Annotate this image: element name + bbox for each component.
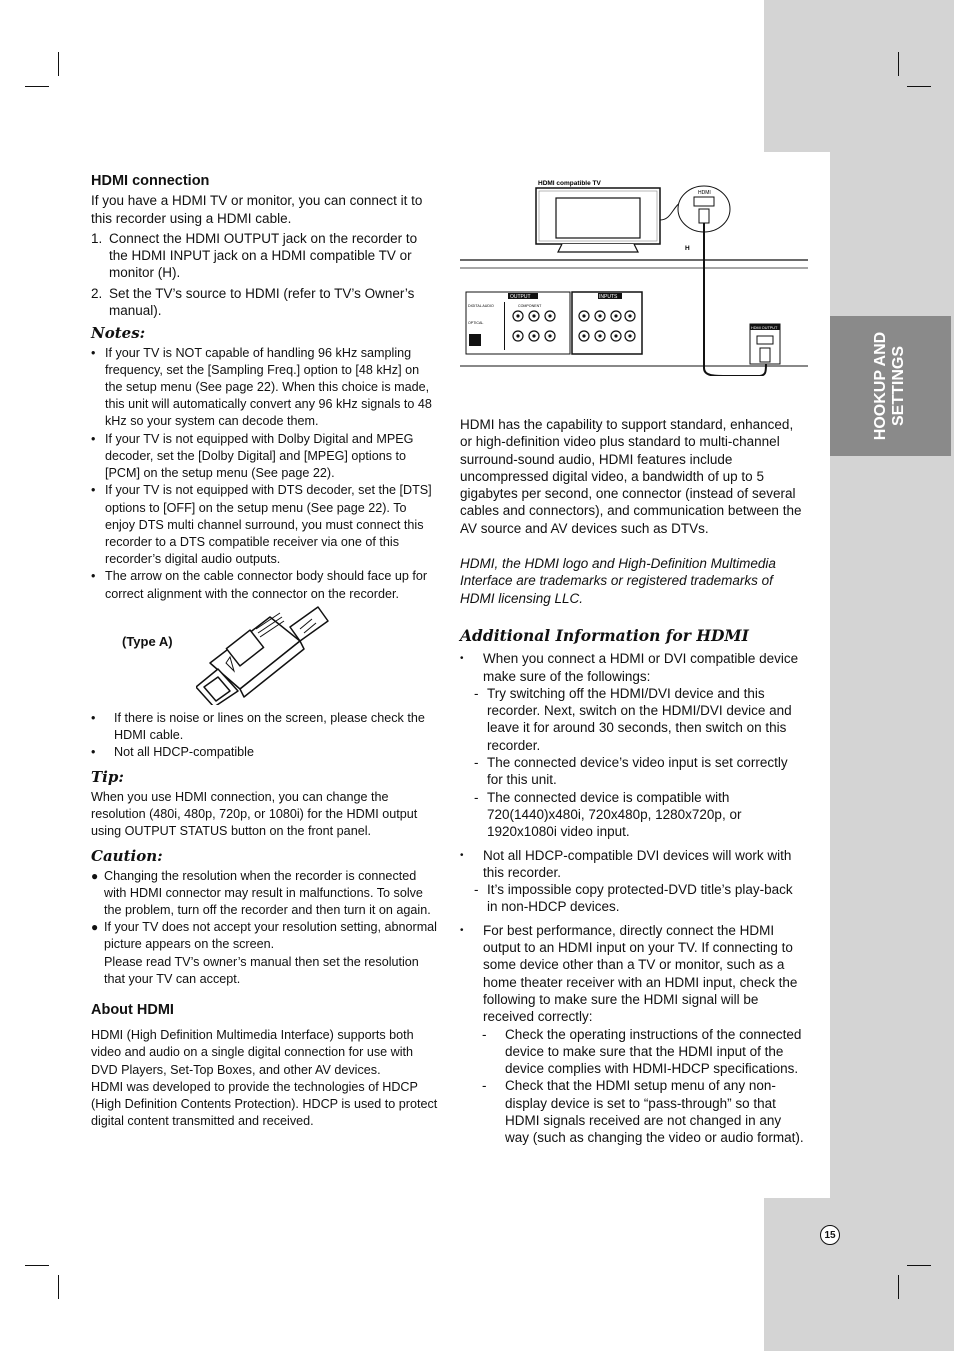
hdmi-connection-steps: [91, 230, 439, 319]
info-subitem: - The connected device’s video input is set correctly for this unit.: [474, 755, 788, 788]
crop-mark: [58, 1275, 59, 1299]
about-hdmi-para2: HDMI was developed to provide the technologies of HDCP (High Definition Contents Protection). HDCP is used to protect digital content transmitted and received.: [91, 1079, 438, 1129]
step-number: 1.: [91, 230, 103, 246]
caution-item: ● If your TV does not accept your resolution setting, abnormal picture appears on the screen.: [91, 920, 437, 952]
info-subitem: - The connected device is compatible with 720(1440)x480i, 720x480p, 1280x720p, or 1920x1080i video input.: [474, 789, 742, 840]
section-tab-line1: HOOKUP AND: [872, 331, 890, 441]
caution-list: [91, 868, 439, 988]
crop-mark: [907, 86, 931, 87]
note-item: • If your TV is not equipped with Dolby Digital and MPEG decoder, set the [Dolby Digital] and [MPEG] options to [PCM] on the setup menu (See page 22).: [91, 431, 414, 481]
crop-mark: [907, 1265, 931, 1266]
step-number: 2.: [91, 285, 103, 301]
inputs-panel: [572, 292, 642, 354]
step-text: Connect the HDMI OUTPUT jack on the recorder to the HDMI INPUT jack on a HDMI compatible TV or monitor (H).: [109, 230, 418, 281]
step-text: Set the TV’s source to HDMI (refer to TV’s Owner’s manual).: [109, 285, 415, 319]
right-column: [460, 416, 806, 1147]
additional-info-heading: Additional Information for HDMI: [460, 625, 749, 645]
about-hdmi-heading: About HDMI: [91, 1001, 174, 1018]
crop-mark: [25, 1265, 49, 1266]
note-item: • If your TV is not equipped with DTS decoder, set the [DTS] options to [OFF] on the setup menu (See page 22). To enjoy DTS multi channel surround, you must connect this recorder to a DTS compatible receiver via one of this recorder’s digital audio outputs.: [91, 483, 432, 567]
section-tab: [830, 316, 951, 456]
hdmi-capability-text: HDMI has the capability to support standard, enhanced, or high-definition video plus standard to multi-channel surround-sound audio, HDMI features include uncompressed digital video, a bandwidth of up to 5 gigabytes per second, one connector (instead of several cables and connectors), and communication between the AV source and AV devices such as DTVs.: [460, 417, 802, 536]
hdmi-connection-intro: If you have a HDMI TV or monitor, you can connect it to this recorder using a HDMI cable.: [91, 193, 423, 226]
tv-label: HDMI compatible TV: [538, 180, 601, 187]
hdmi-connector-figure: [91, 605, 439, 710]
info-item: • For best performance, directly connect the HDMI output to an HDMI input on your TV. If connecting to some device other than a TV or monitor, such as a home theater receiver with an HDMI input, check the following to make sure the HDMI signal will be received correctly:: [460, 922, 798, 1025]
digital-audio-label: DIGITAL AUDIO: [468, 304, 494, 308]
caution-heading: Caution:: [91, 847, 163, 866]
info-subitem: - It’s impossible copy protected-DVD title’s play-back in non-HDCP devices.: [474, 882, 793, 915]
hdmi-port-icon: [694, 197, 714, 206]
tip-text: When you use HDMI connection, you can change the resolution (480i, 480p, 720p, or 1080i) for the HDMI output using OUTPUT STATUS button on the front panel.: [91, 789, 418, 839]
diagram-svg: [458, 176, 808, 376]
notes-list: [91, 345, 439, 603]
notes-heading: Notes:: [91, 324, 146, 343]
note-item: • The arrow on the cable connector body should face up for correct alignment with the connector on the recorder.: [91, 569, 428, 601]
info-subitem: - Check that the HDMI setup menu of any non-display device is set to “pass-through” so that HDMI signals received are not changed in any way (such as changing the video or audio format).: [482, 1078, 804, 1146]
step-item: [91, 285, 439, 320]
note-item: • Not all HDCP-compatible: [91, 745, 254, 760]
optical-label: OPTICAL: [468, 321, 484, 325]
info-item: • When you connect a HDMI or DVI compatible device make sure of the followings:: [460, 651, 799, 684]
trademark-notice: HDMI, the HDMI logo and High-Definition Multimedia Interface are trademarks or registered trademarks of HDMI licensing LLC.: [460, 556, 776, 606]
crop-mark: [898, 52, 899, 76]
tv-hdmi-port-label: HDMI: [698, 190, 711, 196]
left-column: [91, 173, 439, 1130]
optical-jack: [469, 334, 481, 346]
note-item: • If there is noise or lines on the screen, please check the HDMI cable.: [91, 710, 425, 742]
additional-info-list: [460, 650, 806, 685]
info-item: • Not all HDCP-compatible DVI devices will work with this recorder.: [460, 847, 792, 880]
hdmi-connection-diagram: [458, 176, 808, 376]
info-subitem: - Check the operating instructions of the connected device to make sure that the HDMI input of the device complies with HDMI-HDCP specifications.: [482, 1026, 802, 1077]
component-label: COMPONENT: [518, 304, 542, 308]
hdmi-plug-illustration: [196, 605, 336, 705]
caution-extra: Please read TV’s owner’s manual then set the resolution that your TV can accept.: [104, 954, 419, 986]
section-tab-line2: SETTINGS: [890, 345, 908, 427]
crop-mark: [898, 1275, 899, 1299]
note-item: • If your TV is NOT capable of handling 96 kHz sampling frequency, set the [Sampling Freq.] option to [48 kHz] on the setup menu (See page 22). When this choice is made, this unit will automatically convert any 96 kHz signals to 48 kHz so your system can decode them.: [91, 345, 432, 429]
tip-heading: Tip:: [91, 768, 124, 787]
hdmi-connection-heading: HDMI connection: [91, 173, 210, 189]
additional-info-list: [460, 922, 806, 1026]
output-label: OUTPUT: [510, 294, 531, 300]
caution-item: ● Changing the resolution when the recorder is connected with HDMI connector may result in malfunctions. To solve the problem, turn off the recorder and then turn it on again.: [91, 868, 431, 917]
type-a-label: (Type A): [122, 633, 173, 649]
tv-screen: [556, 198, 640, 238]
cable-label: H: [685, 245, 690, 252]
page-number: 15: [820, 1225, 840, 1245]
crop-mark: [25, 86, 49, 87]
info-subitem: - Try switching off the HDMI/DVI device and this recorder. Next, switch on the HDMI/DVI device and leave it for around 30 seconds, then switch on this recorder.: [474, 685, 792, 753]
step-item: [91, 230, 439, 282]
additional-info-list: [460, 847, 806, 882]
crop-mark: [58, 52, 59, 76]
hdmi-output-label: HDMI OUTPUT: [751, 326, 778, 330]
inputs-label: INPUTS: [599, 294, 618, 300]
notes-list-continued: [91, 710, 439, 762]
about-hdmi-para1: HDMI (High Definition Multimedia Interface) supports both video and audio on a single digital connection for use with DVD Players, Set-Top Boxes, and other AV devices.: [91, 1028, 414, 1077]
tv-stand: [558, 244, 638, 252]
